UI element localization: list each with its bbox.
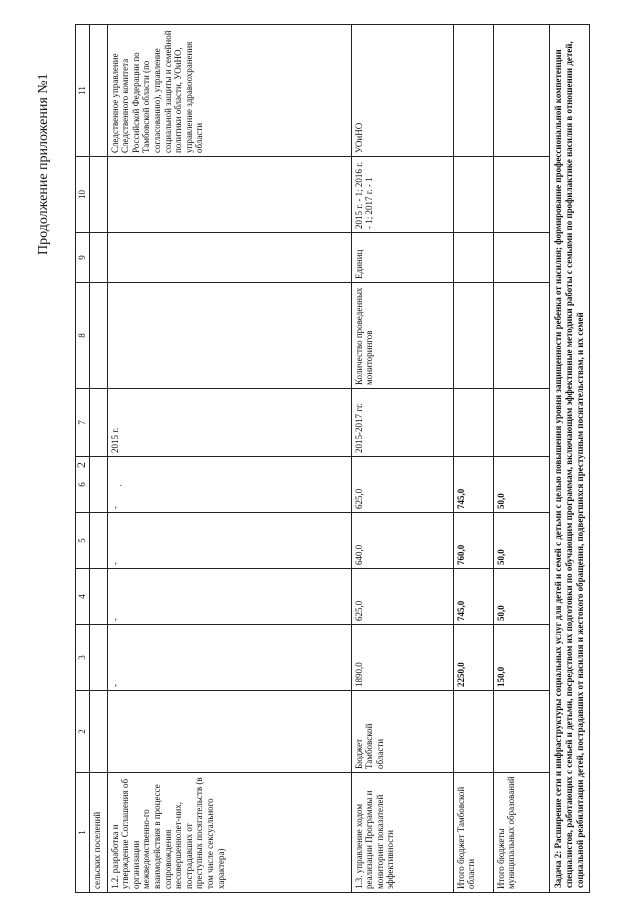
table-row bbox=[351, 25, 453, 893]
cell-executor: Следственное управление Следственного комитета Российской Федерации по Тамбовской области (по согласованию), управление социальной защиты и семейной политики области, УОиНО, управление здравоохранения области bbox=[107, 25, 351, 157]
cell-term bbox=[493, 389, 549, 457]
col-header: 11 bbox=[76, 25, 90, 157]
cell-indicator bbox=[453, 283, 493, 389]
cell-measure: 1.3. управление ходом реализации Программы и мониторинг показателей эффективности bbox=[351, 773, 453, 893]
cell-2016: 50,0 bbox=[493, 513, 549, 569]
col-header: 9 bbox=[76, 233, 90, 283]
program-table bbox=[75, 24, 590, 893]
cell-measure: Итого бюджет Тамбовской области bbox=[453, 773, 493, 893]
cell-value bbox=[89, 157, 107, 233]
page-number: 2 bbox=[74, 462, 88, 468]
col-header: 6 bbox=[76, 457, 90, 513]
cell-total: 1890,0 bbox=[351, 625, 453, 691]
cell-value bbox=[493, 157, 549, 233]
cell-unit bbox=[89, 233, 107, 283]
cell-term: 2015 г. bbox=[107, 389, 351, 457]
cell-unit bbox=[453, 233, 493, 283]
cell-indicator: Количество проведенных мониторингов bbox=[351, 283, 453, 389]
cell-source bbox=[89, 691, 107, 773]
cell-indicator bbox=[89, 283, 107, 389]
continuation-heading: Продолжение приложения №1 bbox=[36, 73, 51, 255]
task-row bbox=[549, 25, 590, 893]
cell-source bbox=[453, 691, 493, 773]
scan-speck: · bbox=[116, 484, 126, 487]
col-header: 5 bbox=[76, 513, 90, 569]
cell-value bbox=[107, 157, 351, 233]
cell-measure: сельских поселений bbox=[89, 773, 107, 893]
cell-executor: УОиНО bbox=[351, 25, 453, 157]
cell-executor bbox=[89, 25, 107, 157]
cell-term bbox=[453, 389, 493, 457]
table-row bbox=[89, 25, 107, 893]
col-header: 8 bbox=[76, 283, 90, 389]
cell-2016: 760,0 bbox=[453, 513, 493, 569]
cell-executor bbox=[493, 25, 549, 157]
cell-unit: Единиц bbox=[351, 233, 453, 283]
cell-source: Бюджет Тамбовской области bbox=[351, 691, 453, 773]
table-row bbox=[493, 25, 549, 893]
cell-value: 2015 г. - 1; 2016 г. - 1; 2017 г. - 1 bbox=[351, 157, 453, 233]
cell-measure: 1.2. разработка и утверждение Соглашения об организации межведомственно-го взаимодействия в процессе сопровождения несовершеннолет-них, пострадавших от преступных посягательств (в том числе сексуального характера) bbox=[107, 773, 351, 893]
task-2-text: Задача 2: Расширение сети и инфраструктуры социальных услуг для детей и семей с детьми с целью повышения уровня защищенности ребенка от насилия; формирование профессиональной компетенции специалистов, работающих с семьей и детьми, посредством их подготовки по обучающим программам, включающим эффективные методики работы с семьями по профилактике насилия в отношении детей, социальной реабилитации детей, пострадавших от насилия и жестокого обращения, подвергшихся преступным посягательствам, и их семей bbox=[549, 25, 590, 893]
cell-unit bbox=[107, 233, 351, 283]
cell-source bbox=[493, 691, 549, 773]
cell-2015: - bbox=[107, 569, 351, 625]
cell-total bbox=[89, 625, 107, 691]
col-header: 2 bbox=[76, 691, 90, 773]
cell-2015: 745,0 bbox=[453, 569, 493, 625]
cell-2015 bbox=[89, 569, 107, 625]
cell-unit bbox=[493, 233, 549, 283]
table-row bbox=[107, 25, 351, 893]
cell-total: - bbox=[107, 625, 351, 691]
cell-value bbox=[453, 157, 493, 233]
cell-indicator bbox=[107, 283, 351, 389]
col-header: 3 bbox=[76, 625, 90, 691]
cell-term: 2015-2017 гг. bbox=[351, 389, 453, 457]
cell-2017: - bbox=[107, 457, 351, 513]
cell-2017: 50,0 bbox=[493, 457, 549, 513]
col-header: 4 bbox=[76, 569, 90, 625]
cell-2016: 640,0 bbox=[351, 513, 453, 569]
cell-source bbox=[107, 691, 351, 773]
col-header: 1 bbox=[76, 773, 90, 893]
cell-2016 bbox=[89, 513, 107, 569]
cell-2016: - bbox=[107, 513, 351, 569]
cell-total: 2250,0 bbox=[453, 625, 493, 691]
cell-2015: 50,0 bbox=[493, 569, 549, 625]
cell-indicator bbox=[493, 283, 549, 389]
cell-2017 bbox=[89, 457, 107, 513]
cell-total: 150,0 bbox=[493, 625, 549, 691]
column-number-row bbox=[76, 25, 90, 893]
col-header: 7 bbox=[76, 389, 90, 457]
table-row bbox=[453, 25, 493, 893]
cell-measure: Итого бюджеты муниципальных образований bbox=[493, 773, 549, 893]
cell-term bbox=[89, 389, 107, 457]
cell-executor bbox=[453, 25, 493, 157]
cell-2017: 745,0 bbox=[453, 457, 493, 513]
col-header: 10 bbox=[76, 157, 90, 233]
cell-2017: 625,0 bbox=[351, 457, 453, 513]
cell-2015: 625,0 bbox=[351, 569, 453, 625]
